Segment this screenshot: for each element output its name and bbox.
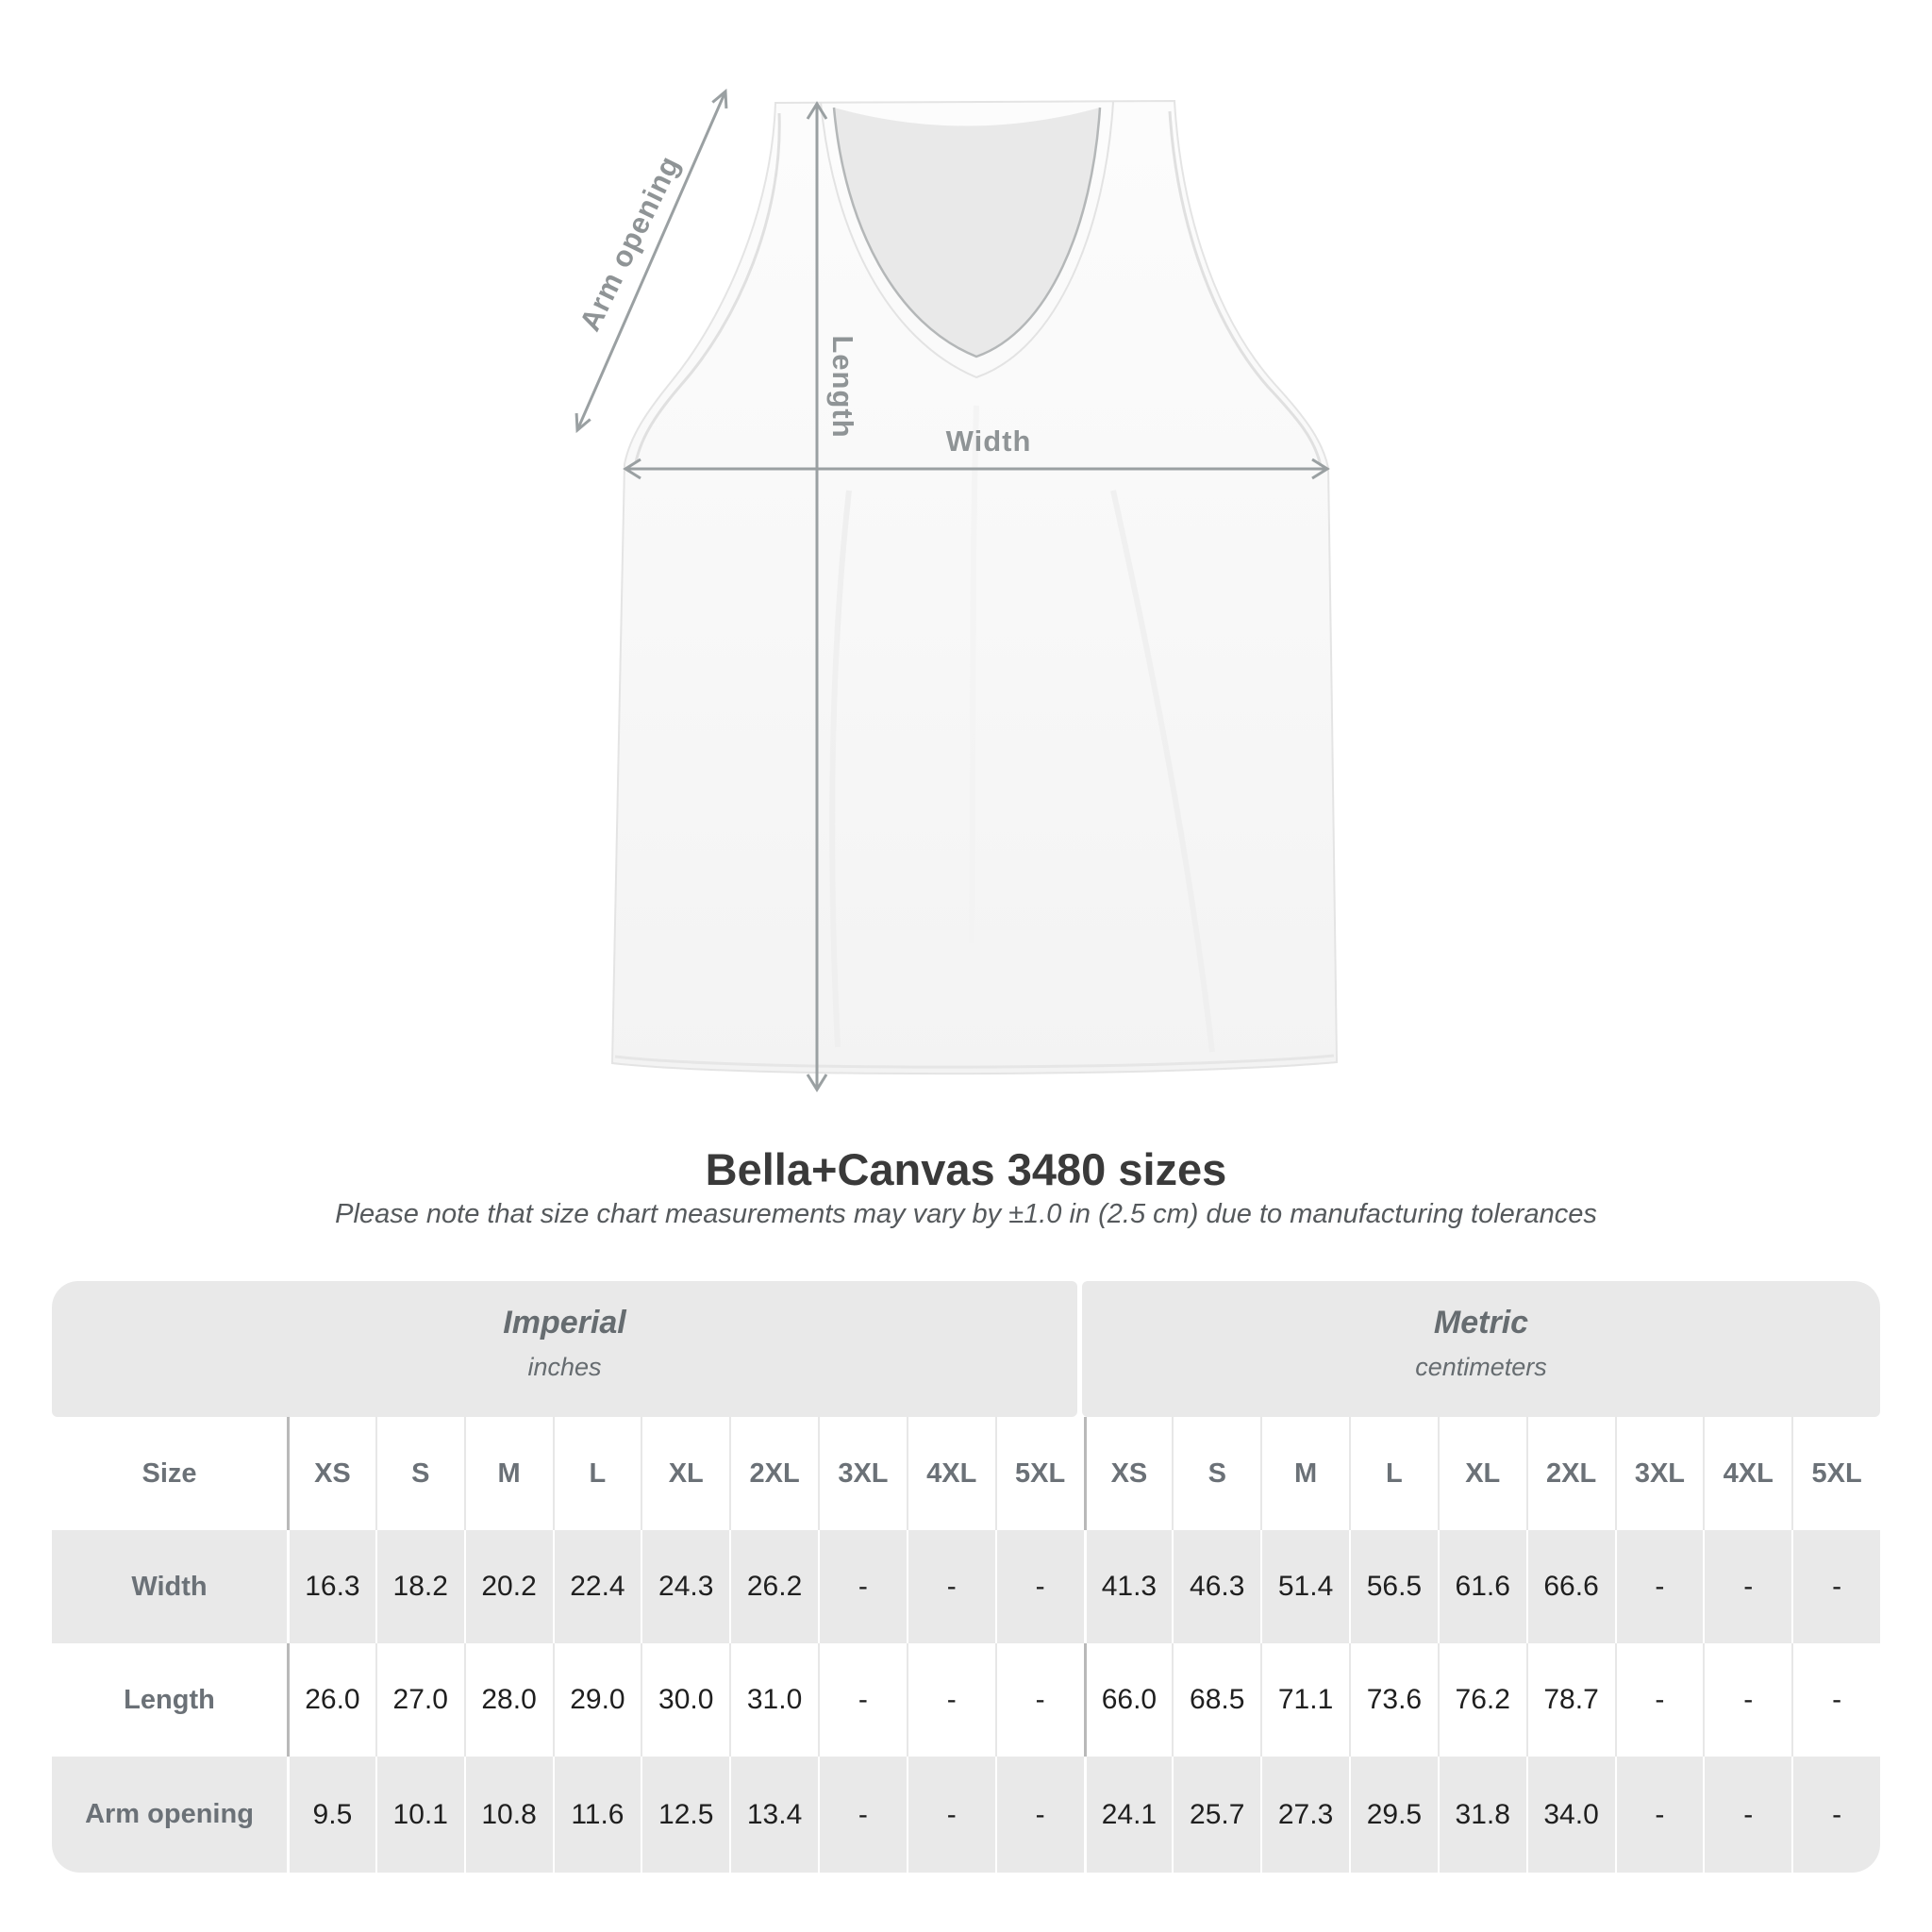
header-cell: 4XL [1703,1417,1791,1530]
header-cell: 5XL [995,1417,1084,1530]
value-cell: 26.0 [287,1643,375,1757]
value-cell: - [1703,1530,1791,1643]
value-cell: 10.8 [464,1757,553,1873]
value-cell: 20.2 [464,1530,553,1643]
value-cell: 73.6 [1349,1643,1438,1757]
header-cell: XS [1084,1417,1173,1530]
value-cell: - [1615,1643,1704,1757]
value-cell: 27.0 [375,1643,464,1757]
header-cell: XL [641,1417,729,1530]
header-cell: 2XL [729,1417,818,1530]
value-cell: - [1791,1530,1880,1643]
value-cell: 71.1 [1260,1643,1349,1757]
value-cell: 24.1 [1084,1757,1173,1873]
value-cell: 29.0 [553,1643,641,1757]
value-cell: - [995,1757,1084,1873]
value-cell: 22.4 [553,1530,641,1643]
table-row-arm-opening [52,1757,1880,1873]
header-cell: 5XL [1791,1417,1880,1530]
value-cell: 76.2 [1438,1643,1526,1757]
header-cell: S [1172,1417,1260,1530]
header-cell: M [1260,1417,1349,1530]
length-label: Length [826,335,859,439]
header-cell: XL [1438,1417,1526,1530]
value-cell: 18.2 [375,1530,464,1643]
row-label: Width [131,1571,208,1602]
metric-unit: centimeters [1415,1353,1547,1381]
size-header-row [52,1417,1880,1530]
value-cell: 28.0 [464,1643,553,1757]
value-cell: 24.3 [641,1530,729,1643]
value-cell: 25.7 [1172,1757,1260,1873]
header-cell: L [553,1417,641,1530]
header-cell: M [464,1417,553,1530]
value-cell: 11.6 [553,1757,641,1873]
value-cell: 68.5 [1172,1643,1260,1757]
value-cell: 9.5 [287,1757,375,1873]
size-table [52,1281,1880,1873]
value-cell: 66.0 [1084,1643,1173,1757]
arm-opening-label: Arm opening [573,150,687,337]
imperial-label: Imperial [503,1305,626,1341]
value-cell: 61.6 [1438,1530,1526,1643]
value-cell: 56.5 [1349,1530,1438,1643]
value-cell: 66.6 [1526,1530,1615,1643]
value-cell: - [818,1643,907,1757]
unit-band [52,1281,1880,1417]
value-cell: 34.0 [1526,1757,1615,1873]
width-label: Width [945,425,1032,458]
table-row-width [52,1530,1880,1643]
value-cell: 10.1 [375,1757,464,1873]
value-cell: 29.5 [1349,1757,1438,1873]
tolerance-note: Please note that size chart measurements may vary by ±1.0 in (2.5 cm) due to manufacturing tolerances [335,1199,1597,1229]
value-cell: - [907,1530,995,1643]
header-cell: S [375,1417,464,1530]
value-cell: - [907,1757,995,1873]
header-cell: L [1349,1417,1438,1530]
header-cell: XS [287,1417,375,1530]
unit-group-metric [1082,1281,1880,1417]
value-cell: - [1615,1530,1704,1643]
value-cell: - [1615,1757,1704,1873]
value-cell: 51.4 [1260,1530,1349,1643]
value-cell: 16.3 [287,1530,375,1643]
value-cell: - [1703,1643,1791,1757]
value-cell: 27.3 [1260,1757,1349,1873]
value-cell: - [818,1757,907,1873]
size-column-header: Size [142,1457,197,1489]
row-label: Length [124,1684,215,1715]
header-cell: 2XL [1526,1417,1615,1530]
value-cell: 41.3 [1084,1530,1173,1643]
value-cell: - [995,1643,1084,1757]
table-row-length [52,1643,1880,1757]
value-cell: 78.7 [1526,1643,1615,1757]
value-cell: - [995,1530,1084,1643]
imperial-unit: inches [527,1353,602,1381]
value-cell: 12.5 [641,1757,729,1873]
page-title: Bella+Canvas 3480 sizes [705,1144,1227,1194]
header-cell: 3XL [818,1417,907,1530]
value-cell: 30.0 [641,1643,729,1757]
row-label: Arm opening [85,1799,254,1829]
value-cell: - [818,1530,907,1643]
value-cell: 26.2 [729,1530,818,1643]
value-cell: - [907,1643,995,1757]
value-cell: - [1703,1757,1791,1873]
value-cell: 31.8 [1438,1757,1526,1873]
value-cell: - [1791,1643,1880,1757]
header-cell: 4XL [907,1417,995,1530]
value-cell: 31.0 [729,1643,818,1757]
value-cell: - [1791,1757,1880,1873]
value-cell: 46.3 [1172,1530,1260,1643]
metric-label: Metric [1433,1305,1529,1341]
unit-group-imperial [52,1281,1077,1417]
header-cell: 3XL [1615,1417,1704,1530]
value-cell: 13.4 [729,1757,818,1873]
